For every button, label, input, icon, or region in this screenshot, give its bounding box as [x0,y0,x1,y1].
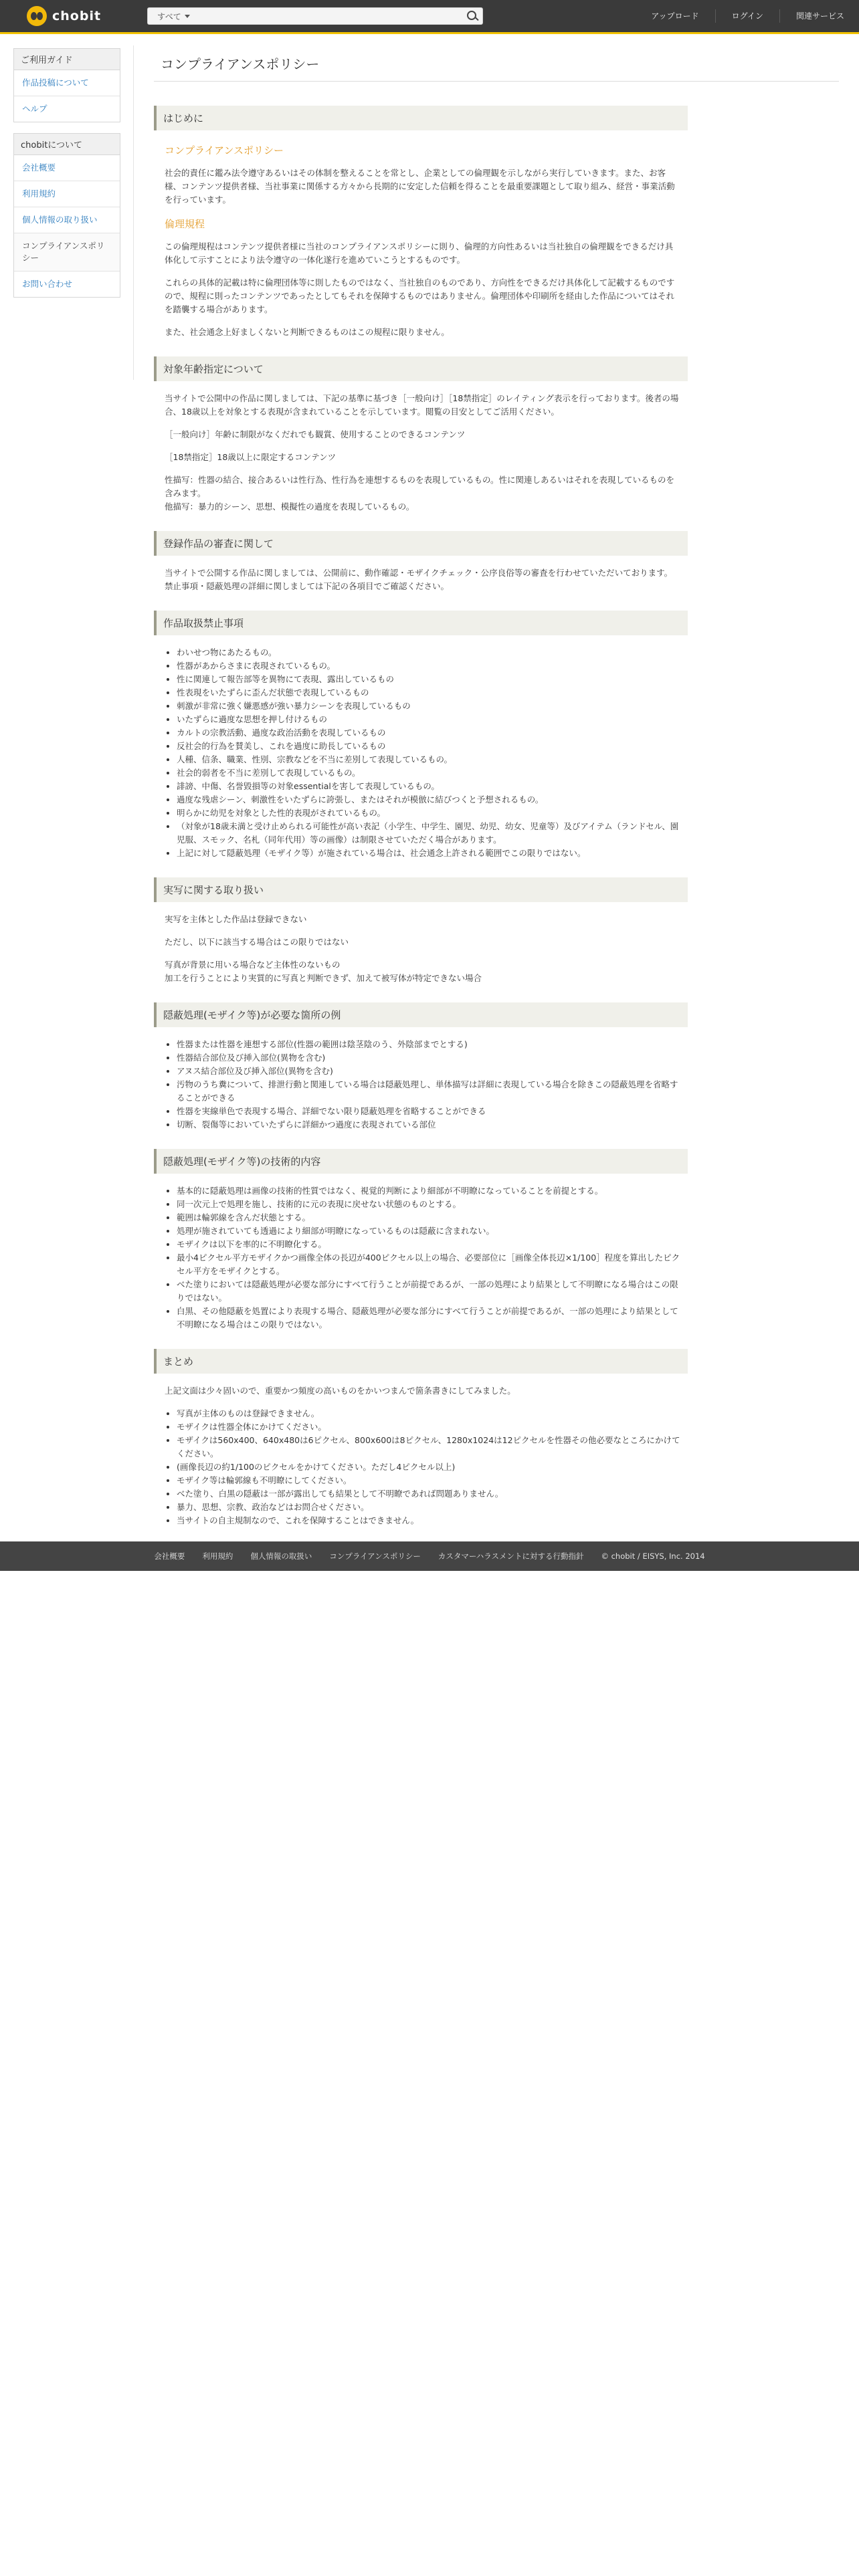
section-body-prohibited [154,646,688,860]
list-item: • 切断、裂傷等においていたずらに詳細かつ過度に表現されている部位 [177,1118,681,1132]
ethics-paragraph-1: この倫理規程はコンテンツ提供者様に当社のコンプライアンスポリシーに則り、倫理的方向性あるいは当社独自の倫理観をできるだけ具体化して示すことにより法令遵守の一体化遂行を進めていこうとするものです。 [165,241,674,265]
review-paragraph-2: 禁止事項・隠蔽処理の詳細に関しましては下記の各項目でご確認ください。 [165,581,450,591]
nav-related-services-link[interactable]: 関連サービス [779,9,859,23]
list-item: • 性に関連して報告部等を異物にて表現、露出しているもの [177,673,681,686]
section-body-mosaic-parts [154,1038,688,1132]
sidebar-about-heading: chobitについて [14,134,120,155]
list-item: • アヌス結合部位及び挿入部位(異物を含む) [177,1065,681,1078]
list-item: • （対象が18歳未満と受け止められる可能性が高い表記（小学生、中学生、園児、幼児、幼女、児童等）及びアイテム（ランドセル、園児服、スモック、名札（同年代用）等の画像）は制限させていただく場合があります。 [177,820,681,847]
list-item: • 白黒、その他隠蔽を処置により表現する場合、隠蔽処理が必要な部分にすべて行うことが前提であるが、一部の処理により結果として不明瞭になる場合はこの限りではない。 [177,1305,681,1331]
footer-copyright: © chobit / EISYS, Inc. 2014 [601,1551,705,1561]
top-header [0,0,859,34]
section-heading-intro: はじめに [154,106,688,130]
list-item: • 処理が施されていても透過により細部が明瞭になっているものは隠蔽に含まれない。 [177,1224,681,1238]
section-heading-review: 登録作品の審査に関して [154,531,688,556]
nav-upload-link[interactable]: アップロード [651,11,699,21]
list-item: • 性器を実線単色で表現する場合、詳細でない限り隠蔽処理を省略することができる [177,1105,681,1118]
review-paragraph-1: 当サイトで公開する作品に関しましては、公開前に、動作確認・モザイクチェック・公序良俗等の審査を行わせていただいております。 [165,568,673,578]
list-item: • モザイクは以下を率的に不明瞭化する。 [177,1238,681,1251]
footer-link-compliance[interactable]: コンプライアンスポリシー [329,1551,421,1561]
policy-content [154,82,688,1527]
list-item: • わいせつ物にあたるもの。 [177,646,681,659]
list-item: • 暴力、思想、宗教、政治などはお問合せください。 [177,1501,681,1514]
section-heading-summary: まとめ [154,1349,688,1374]
list-item: • 性器または性器を連想する部位(性器の範囲は陰茎陰のう、外陰部までとする) [177,1038,681,1051]
list-item: • 性器結合部位及び挿入部位(異物を含む) [177,1051,681,1065]
list-item: • 範囲は輪郭線を含んだ状態とする。 [177,1211,681,1224]
list-item: • 誹謗、中傷、名誉毀損等の対象essentialを害して表現しているもの。 [177,780,681,793]
site-footer [0,1541,859,1571]
age-general-rating: ［一般向け］年齢に制限がなくだれでも観賞、使用することのできるコンテンツ [165,429,466,439]
list-item: • 汚物のうち糞について、排泄行動と関連している場合は隠蔽処理し、単体描写は詳細に表現している場合を除きこの隠蔽処理を省略することができる [177,1078,681,1105]
logo-text: chobit [52,9,102,23]
section-body-live-action [154,913,688,985]
list-item: • モザイクは性器全体にかけてください。 [177,1420,681,1434]
age-adult-rating: ［18禁指定］18歳以上に限定するコンテンツ [165,452,337,462]
list-item: • べた塗り、白黒の隠蔽は一部が露出しても結果として不明瞭であれば問題ありません。 [177,1487,681,1501]
main-content [154,47,839,1535]
list-item: • (画像長辺の約1/100のピクセルをかけてください。ただし4ピクセル以上) [177,1461,681,1474]
sidebar-item-company[interactable]: 会社概要 [14,155,120,181]
sidebar-divider [133,45,134,380]
footer-link-terms[interactable]: 利用規約 [202,1551,233,1561]
section-body-summary [154,1384,688,1527]
live-action-paragraph-1: 実写を主体とした作品は登録できない [165,914,307,924]
section-heading-live-action: 実写に関する取り扱い [154,877,688,902]
age-other-depiction: 他描写：暴力的シーン、思想、模擬性の過度を表現しているもの。 [165,502,415,512]
nav-login-link[interactable]: ログイン [715,9,779,23]
live-action-paragraph-3: 写真が背景に用いる場合など主体性のないもの [165,960,341,970]
intro-paragraph: 社会的責任に鑑み法令遵守あるいはその体制を整えることを常とし、企業としての倫理観を示しながら実行していきます。また、お客様、コンテンツ提供者様、当社事業に関係する方々から長期的に安定した信頼を得ることを最重要課題として取り組み、経営・事業活動を行っています。 [165,168,675,205]
list-item: • 同一次元上で処理を施し、技術的に元の表現に戻せない状態のものとする。 [177,1198,681,1211]
sidebar-item-upload-guide[interactable]: 作品投稿について [14,70,120,96]
prohibited-list [165,646,681,860]
ethics-paragraph-2: これらの具体的記載は特に倫理団体等に則したものではなく、当社独自のものであり、方向性をできるだけ具体化して記載するものですので、規程に則ったコンテンツであったとしてもそれを保障するものではありません。倫理団体や印刷所を経由した作品についてはそれを踏襲する場合があります。 [165,278,675,314]
list-item: • 写真が主体のものは登録できません。 [177,1407,681,1420]
summary-list [165,1407,681,1527]
section-body-review [154,566,688,593]
live-action-paragraph-4: 加工を行うことにより実質的に写真と判断できず、加えて被写体が特定できない場合 [165,973,482,983]
summary-paragraph: 上記文面は少々固いので、重要かつ頻度の高いものをかいつまんで箇条書きにしてみました。 [165,1386,516,1396]
sidebar-about-box [13,133,120,298]
list-item: • いたずらに過度な思想を押し付けるもの [177,713,681,726]
sidebar-item-compliance[interactable]: コンプライアンスポリシー [14,233,120,272]
search-scope-select[interactable]: すべて [157,12,181,21]
logo-mark-icon [27,6,47,26]
mosaic-tech-list [165,1184,681,1331]
chevron-down-icon[interactable] [185,15,190,18]
list-item: • 最小4ピクセル平方モザイクかつ画像全体の長辺が400ピクセル以上の場合、必要部位に［画像全体長辺×1/100］程度を算出したピクセル平方をモザイクとする。 [177,1251,681,1278]
footer-link-privacy[interactable]: 個人情報の取扱い [250,1551,312,1561]
subheading-compliance-policy: コンプライアンスポリシー [165,144,284,156]
search-icon[interactable] [465,9,480,23]
section-body-intro [154,142,688,339]
footer-link-company[interactable]: 会社概要 [154,1551,185,1561]
list-item: • 基本的に隠蔽処理は画像の技術的性質ではなく、視覚的判断により細部が不明瞭になっていることを前提とする。 [177,1184,681,1198]
search-bar[interactable] [147,7,483,25]
sidebar [13,48,120,308]
list-item: • 当サイトの自主規制なので、これを保障することはできません。 [177,1514,681,1527]
list-item: • 上記に対して隠蔽処理（モザイク等）が施されている場合は、社会通念上許される範囲でこの限りではない。 [177,847,681,860]
section-heading-prohibited: 作品取扱禁止事項 [154,611,688,635]
list-item: • 社会的弱者を不当に差別して表現しているもの。 [177,766,681,780]
section-heading-mosaic-parts: 隠蔽処理(モザイク等)が必要な箇所の例 [154,1002,688,1027]
sidebar-item-terms[interactable]: 利用規約 [14,181,120,207]
list-item: • 刺激が非常に強く嫌悪感が強い暴力シーンを表現しているもの [177,700,681,713]
section-heading-mosaic-tech: 隠蔽処理(モザイク等)の技術的内容 [154,1149,688,1174]
list-item: • カルトの宗教活動、過度な政治活動を表現しているもの [177,726,681,740]
page-title: コンプライアンスポリシー [154,47,839,82]
age-sexual-depiction: 性描写：性器の結合、接合あるいは性行為、性行為を連想するものを表現しているもの。性に関連しあるいはそれを表現しているものを含みます。 [165,475,675,498]
list-item: • 明らかに幼児を対象とした性的表現がされているもの。 [177,807,681,820]
section-heading-age-rating: 対象年齢指定について [154,356,688,381]
sidebar-item-help[interactable]: ヘルプ [22,104,47,114]
list-item: • べた塗りにおいては隠蔽処理が必要な部分にすべて行うことが前提であるが、一部の処理により結果として不明瞭になる場合はこの限りではない。 [177,1278,681,1305]
live-action-paragraph-2: ただし、以下に該当する場合はこの限りではない [165,937,349,947]
sidebar-guide-box [13,48,120,122]
site-logo[interactable] [27,5,101,27]
list-item: • モザイクは560x400、640x480は6ピクセル、800x600は8ピクセル、1280x1024は12ピクセルを性器その他必要なところにかけてください。 [177,1434,681,1461]
sidebar-item-privacy[interactable]: 個人情報の取り扱い [14,207,120,233]
section-body-mosaic-tech [154,1184,688,1331]
list-item: • 性表現をいたずらに歪んだ状態で表現しているもの [177,686,681,700]
section-body-age-rating [154,392,688,514]
header-nav [635,0,859,32]
age-paragraph-1: 当サイトで公開中の作品に関しましては、下記の基準に基づき［一般向け］［18禁指定］のレイティング表示を行っております。後者の場合、18歳以上を対象とする表現が含まれていることを示しています。閲覧の目安としてご活用ください。 [165,393,679,417]
mosaic-parts-list [165,1038,681,1132]
list-item: • モザイク等は輪郭線も不明瞭にしてください。 [177,1474,681,1487]
list-item: • 反社会的行為を賛美し、これを過度に助長しているもの [177,740,681,753]
list-item: • 人種、信条、職業、性別、宗教などを不当に差別して表現しているもの。 [177,753,681,766]
sidebar-guide-heading: ご利用ガイド [14,49,120,70]
footer-link-harassment-policy[interactable]: カスタマーハラスメントに対する行動指針 [438,1551,584,1561]
ethics-paragraph-3: また、社会通念上好ましくないと判断できるものはこの規程に限りません。 [165,327,450,337]
list-item: • 過度な残虐シーン、刺激性をいたずらに誇張し、またはそれが模倣に結びつくと予想されるもの。 [177,793,681,807]
subheading-ethics-code: 倫理規程 [165,218,205,230]
list-item: • 性器があからさまに表現されているもの。 [177,659,681,673]
sidebar-item-contact[interactable]: お問い合わせ [22,279,73,289]
